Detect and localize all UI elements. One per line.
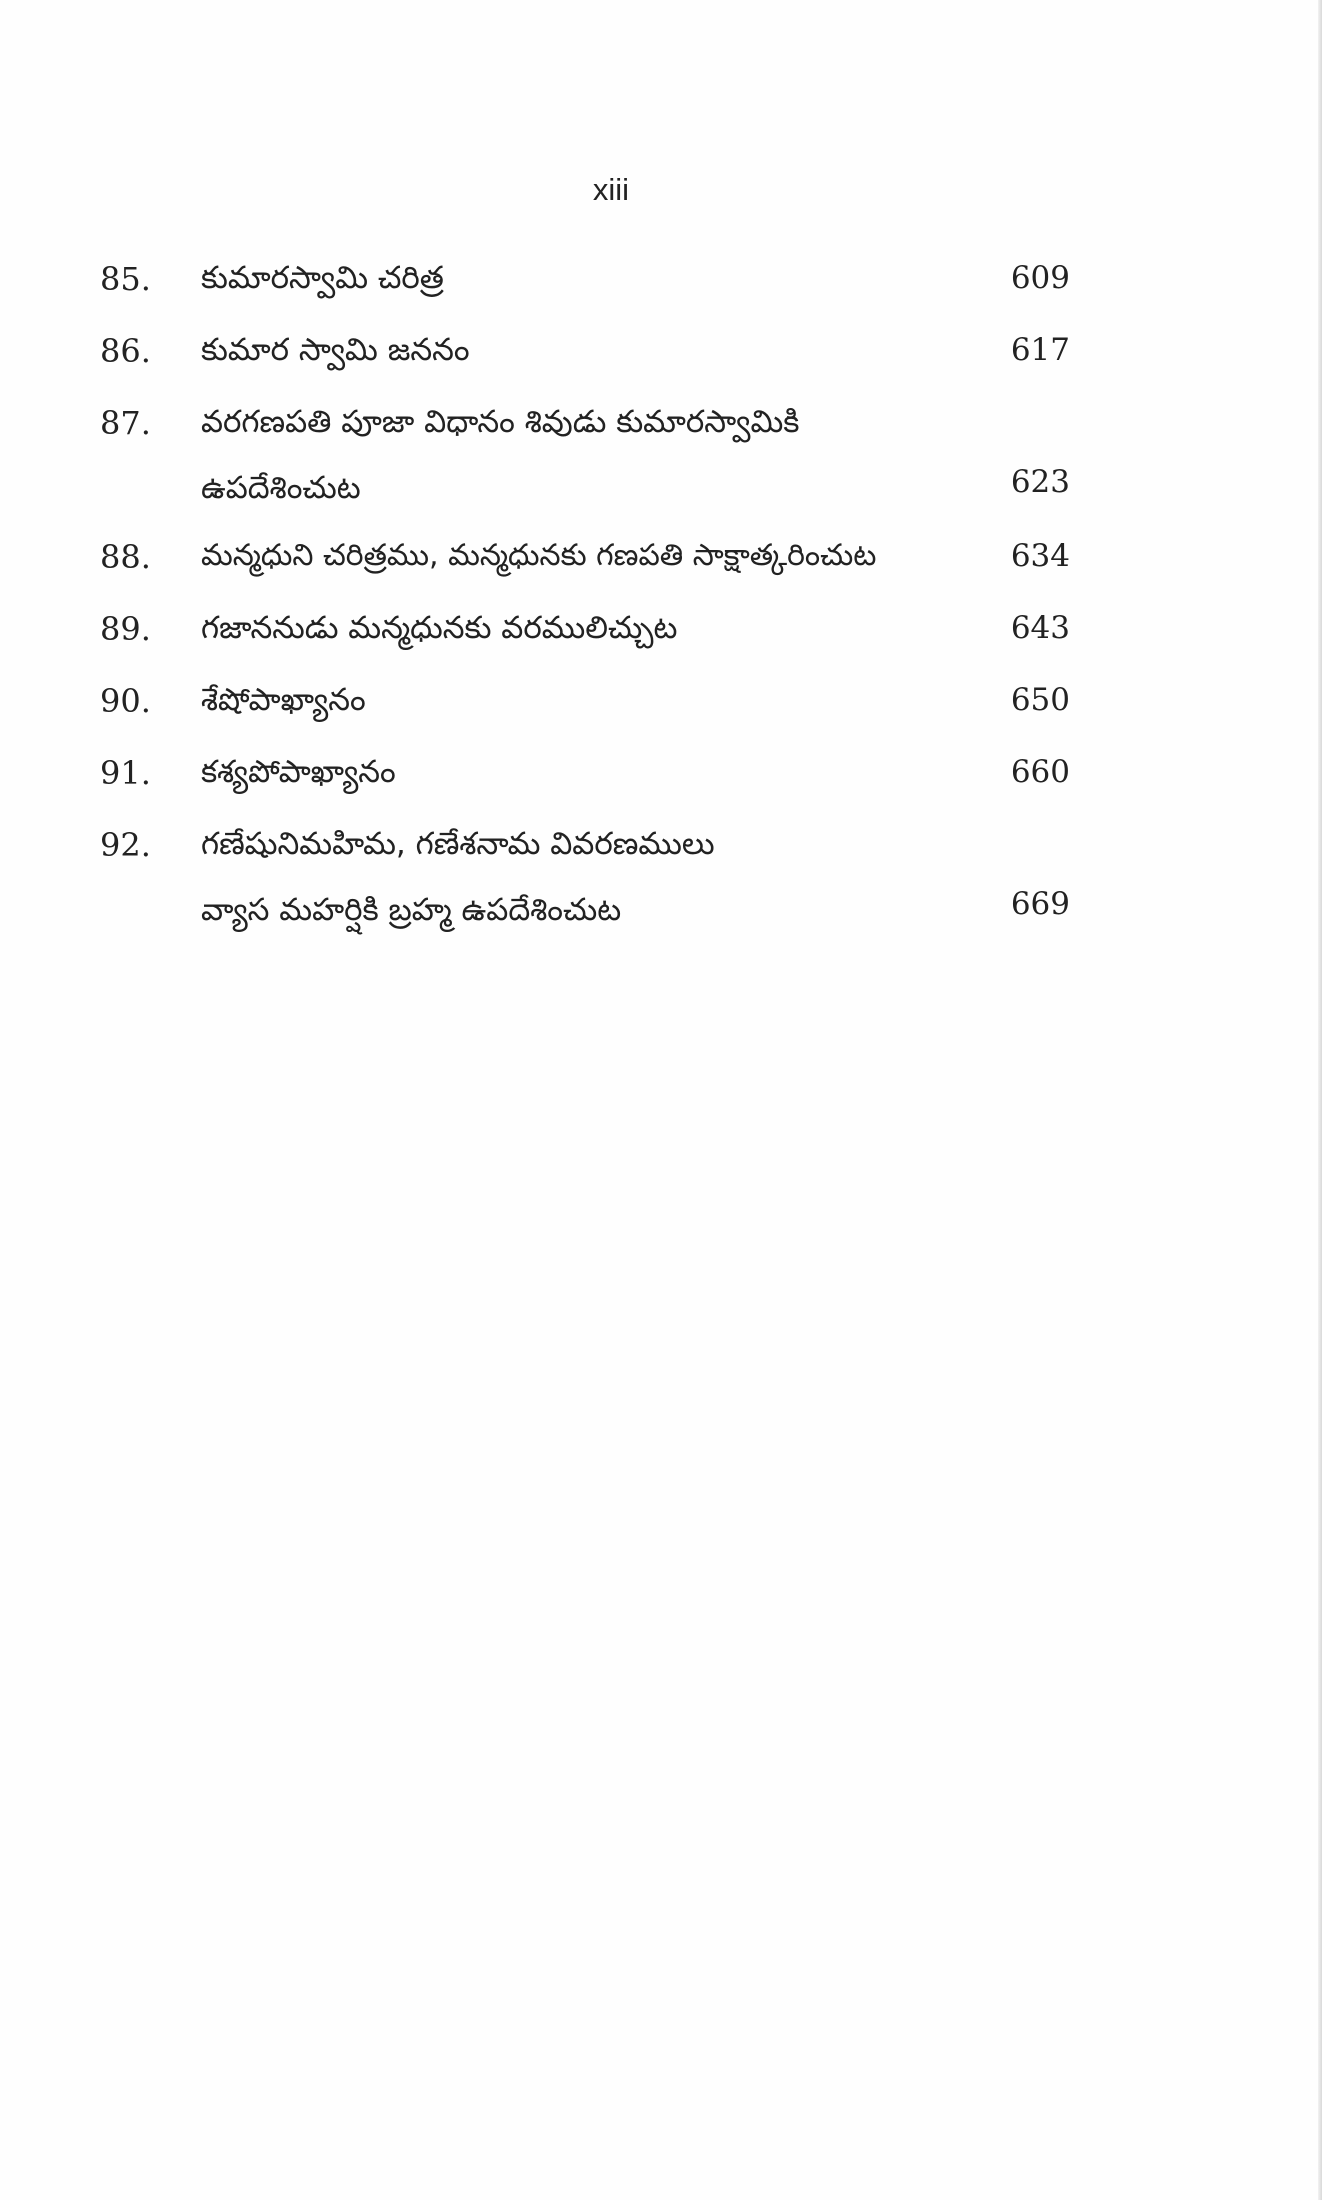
entry-number: 92.: [100, 826, 151, 864]
entry-page: 669: [1010, 886, 1070, 922]
entry-title: కుమార స్వామి జననం: [201, 332, 470, 368]
entry-title: శేషోపాఖ్యానం: [201, 682, 366, 718]
page-number: xiii: [592, 172, 630, 207]
entry-page: 623: [1010, 464, 1070, 500]
entry-number: 91.: [100, 754, 151, 792]
entry-number: 89.: [100, 610, 151, 648]
entry-number: 85.: [100, 260, 151, 298]
entry-page: 650: [1010, 682, 1070, 718]
entry-title-continued: వ్యాస మహర్షికి బ్రహ్మ ఉపదేశించుట: [201, 892, 622, 928]
entry-title: గణేషునిమహిమ, గణేశనామ వివరణములు: [201, 826, 715, 862]
entry-page: 643: [1010, 610, 1070, 646]
page-edge: [1318, 0, 1322, 2200]
entry-page: 609: [1010, 260, 1070, 296]
entry-title: కశ్యపోపాఖ్యానం: [201, 754, 396, 790]
entry-number: 86.: [100, 332, 151, 370]
entry-number: 88.: [100, 538, 151, 576]
entry-title-continued: ఉపదేశించుట: [201, 470, 361, 506]
entry-number: 87.: [100, 404, 151, 442]
entry-title: వరగణపతి పూజా విధానం శివుడు కుమారస్వామికి: [201, 404, 800, 440]
entry-page: 660: [1010, 754, 1070, 790]
entry-page: 617: [1010, 332, 1070, 368]
entry-page: 634: [1010, 538, 1070, 574]
entry-title: మన్మధుని చరిత్రము, మన్మధునకు గణపతి సాక్షాత్కరించుట: [201, 538, 877, 573]
entry-number: 90.: [100, 682, 151, 720]
entry-title: కుమారస్వామి చరిత్ర: [201, 260, 444, 296]
entry-title: గజాననుడు మన్మధునకు వరములిచ్చుట: [201, 610, 678, 646]
